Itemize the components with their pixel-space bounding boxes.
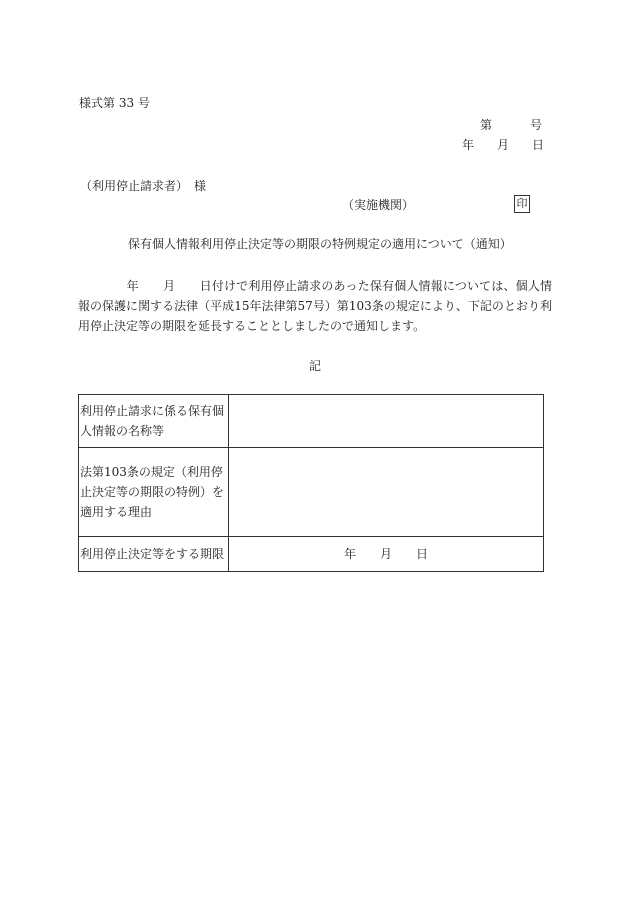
table-row — [79, 395, 544, 448]
table-row — [79, 537, 544, 572]
document-date — [462, 137, 544, 153]
row-label: 利用停止決定等をする期限 — [79, 537, 229, 572]
date-month: 月 — [496, 138, 509, 152]
row-value — [229, 448, 544, 537]
document-title: 保有個人情報利用停止決定等の期限の特例規定の適用について（通知） — [128, 237, 512, 251]
row-value — [229, 395, 544, 448]
form-number: 様式第 33 号 — [79, 96, 150, 110]
row-label: 法第103条の規定（利用停止決定等の期限の特例）を適用する理由 — [79, 448, 229, 537]
ki-heading: 記 — [309, 359, 322, 373]
document-number — [480, 117, 542, 133]
agency-name: （実施機関） — [342, 198, 415, 212]
row-label: 利用停止請求に係る保有個人情報の名称等 — [79, 395, 229, 448]
table-row — [79, 448, 544, 537]
date-day: 日 — [531, 138, 544, 152]
period-value: 年 月 日 — [229, 537, 544, 572]
number-prefix: 第 — [479, 118, 492, 132]
addressee: （利用停止請求者） 様 — [80, 179, 207, 193]
number-suffix: 号 — [529, 118, 542, 132]
notice-table — [78, 394, 544, 572]
body-text: 年 月 日付けで利用停止請求のあった保有個人情報については、個人情報の保護に関する法律（平成15年法律第57号）第103条の規定により、下記のとおり利用停止決定等の期限を延長することとしましたので通知します。 — [78, 279, 552, 333]
seal-mark: 印 — [514, 195, 530, 213]
date-year: 年 — [461, 138, 474, 152]
